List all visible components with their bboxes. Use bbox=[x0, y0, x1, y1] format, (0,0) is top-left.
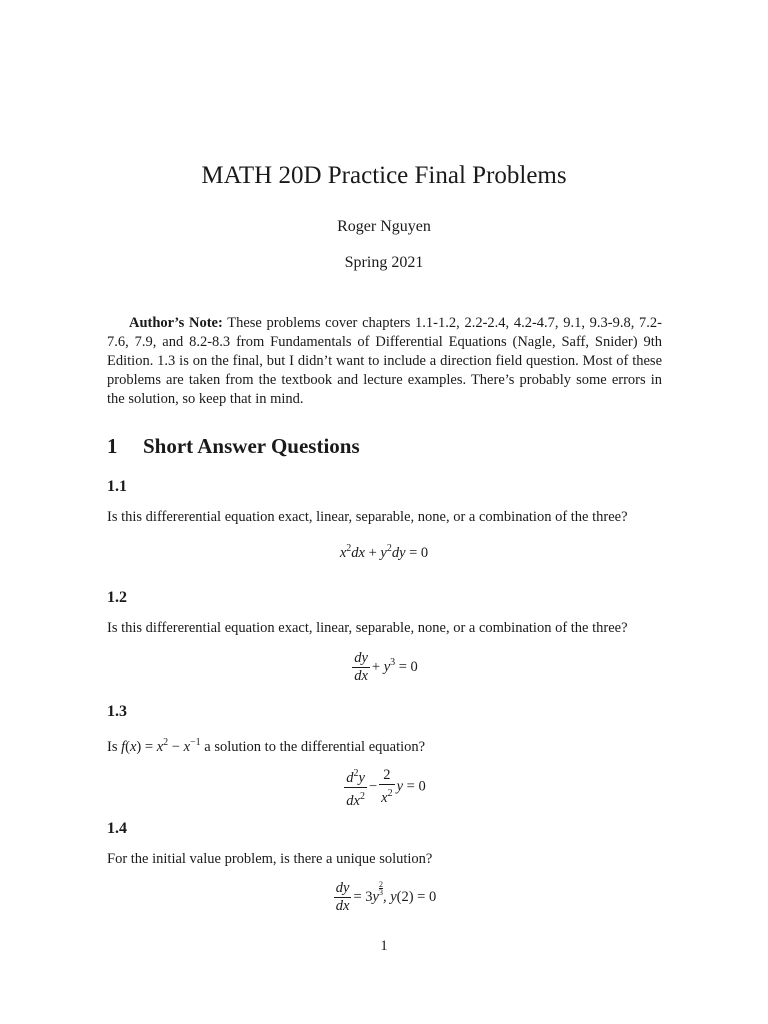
section-title: Short Answer Questions bbox=[143, 434, 360, 458]
equation: $x^2dx + y^2dy = 0$ bbox=[339, 543, 429, 561]
problem-text-after: a solution to the differential equation? bbox=[200, 738, 426, 755]
problem-text: For the initial value problem, is there a unique solution? bbox=[107, 851, 433, 867]
authors-note bbox=[107, 314, 662, 409]
document-title: MATH 20D Practice Final Problems bbox=[201, 162, 567, 189]
problem-number: 1.3 bbox=[107, 703, 127, 720]
problem-number: 1.2 bbox=[107, 589, 127, 606]
problem-text: Is this differerential equation exact, linear, separable, none, or a combination of the three? bbox=[107, 620, 628, 636]
section-heading bbox=[107, 434, 360, 459]
problem-text: Is this differerential equation exact, linear, separable, none, or a combination of the three? bbox=[107, 509, 628, 525]
problem-text-before: Is bbox=[107, 738, 122, 755]
problem-number: 1.4 bbox=[107, 820, 127, 837]
equation: $\frac{d^2y}{dx^2}$ − $\frac{2}{x^2}$ y = 0 bbox=[0, 765, 768, 810]
document-date: Spring 2021 bbox=[344, 254, 424, 271]
problem-number: 1.1 bbox=[107, 478, 127, 495]
authors-note-text: These problems cover chapters 1.1-1.2, 2.2-2.4, 4.2-4.7, 9.1, 9.3-9.8, 7.2-7.6, 7.9, and 8.2-8.3 from Fundamentals of Differential Equations (Nagle, Saff, Snider) 9th Edition. 1.3 is on the final, but I didn’t want to include a direction field question. Most of these problems are taken from the textbook and lecture examples. There’s probably some errors in the solution, so keep that in mind. bbox=[107, 315, 662, 407]
author-name: Roger Nguyen bbox=[337, 218, 431, 235]
authors-note-label: Author’s Note: bbox=[129, 315, 223, 331]
problem-text: Is $f(x) = x^2 - x^{-1}$ a solution to the differential equation? bbox=[107, 737, 426, 755]
equation: $\frac{dy}{dx}$ + $y^3 = 0$ bbox=[354, 650, 418, 684]
section-number: 1 bbox=[107, 434, 118, 458]
page-number: 1 bbox=[380, 938, 388, 954]
equation: $\frac{dy}{dx}$ = 3y $\frac{2}{3}$ , y(2) = 0 bbox=[335, 880, 437, 914]
